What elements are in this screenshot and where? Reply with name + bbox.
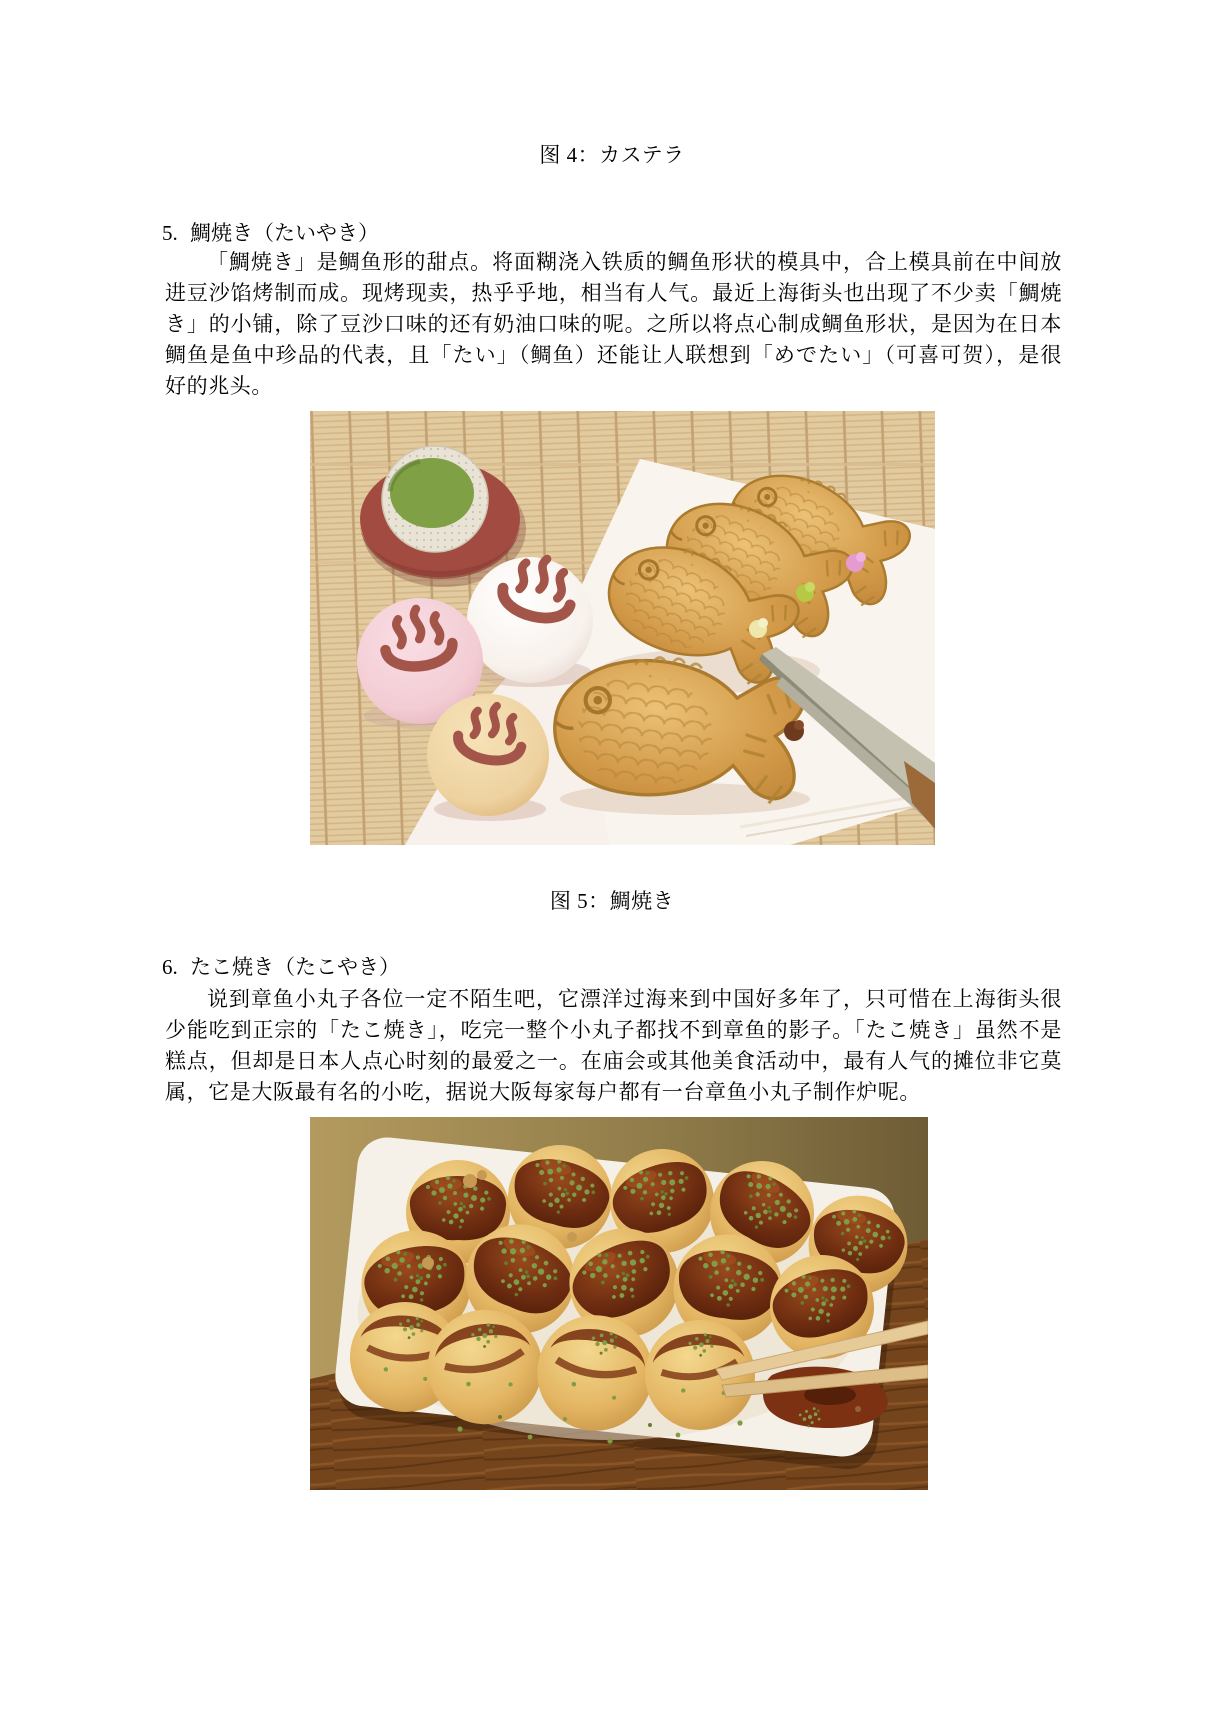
figure5-caption: 图 5：鯛焼き [549,889,675,913]
section6-number: 6. [162,955,178,979]
section6-heading [162,952,400,982]
figure5-taiyaki-photo [310,411,935,845]
section5-number: 5. [162,221,178,245]
takoyaki-photo-illustration [310,1117,928,1490]
figure4-caption: 图 4：カステラ [539,143,685,167]
taiyaki-photo-illustration [310,411,935,845]
section5-paragraph: 「鯛焼き」是鲷鱼形的甜点。将面糊浇入铁质的鲷鱼形状的模具中，合上模具前在中间放进豆沙馅烤制而成。现烤现卖，热乎乎地，相当有人气。最近上海街头也出现了不少卖「鯛焼き」的小铺，除了豆沙口味的还有奶油口味的呢。之所以将点心制成鲷鱼形状，是因为在日本鲷鱼是鱼中珍品的代表，且「たい」（鲷鱼）还能让人联想到「めでたい」（可喜可贺），是很好的兆头。 [165,250,1062,398]
section6-paragraph: 说到章鱼小丸子各位一定不陌生吧，它漂洋过海来到中国好多年了，只可惜在上海街头很少能吃到正宗的「たこ焼き」，吃完一整个小丸子都找不到章鱼的影子。「たこ焼き」虽然不是糕点，但却是日本人点心时刻的最爱之一。在庙会或其他美食活动中，最有人气的摊位非它莫属，它是大阪最有名的小吃，据说大阪每家每户都有一台章鱼小丸子制作炉呢。 [165,987,1062,1104]
section5-title: 鯛焼き（たいやき） [190,221,379,245]
section6-title: たこ焼き（たこやき） [190,955,400,979]
figure6-takoyaki-photo [310,1117,928,1490]
section5-heading [162,218,379,248]
